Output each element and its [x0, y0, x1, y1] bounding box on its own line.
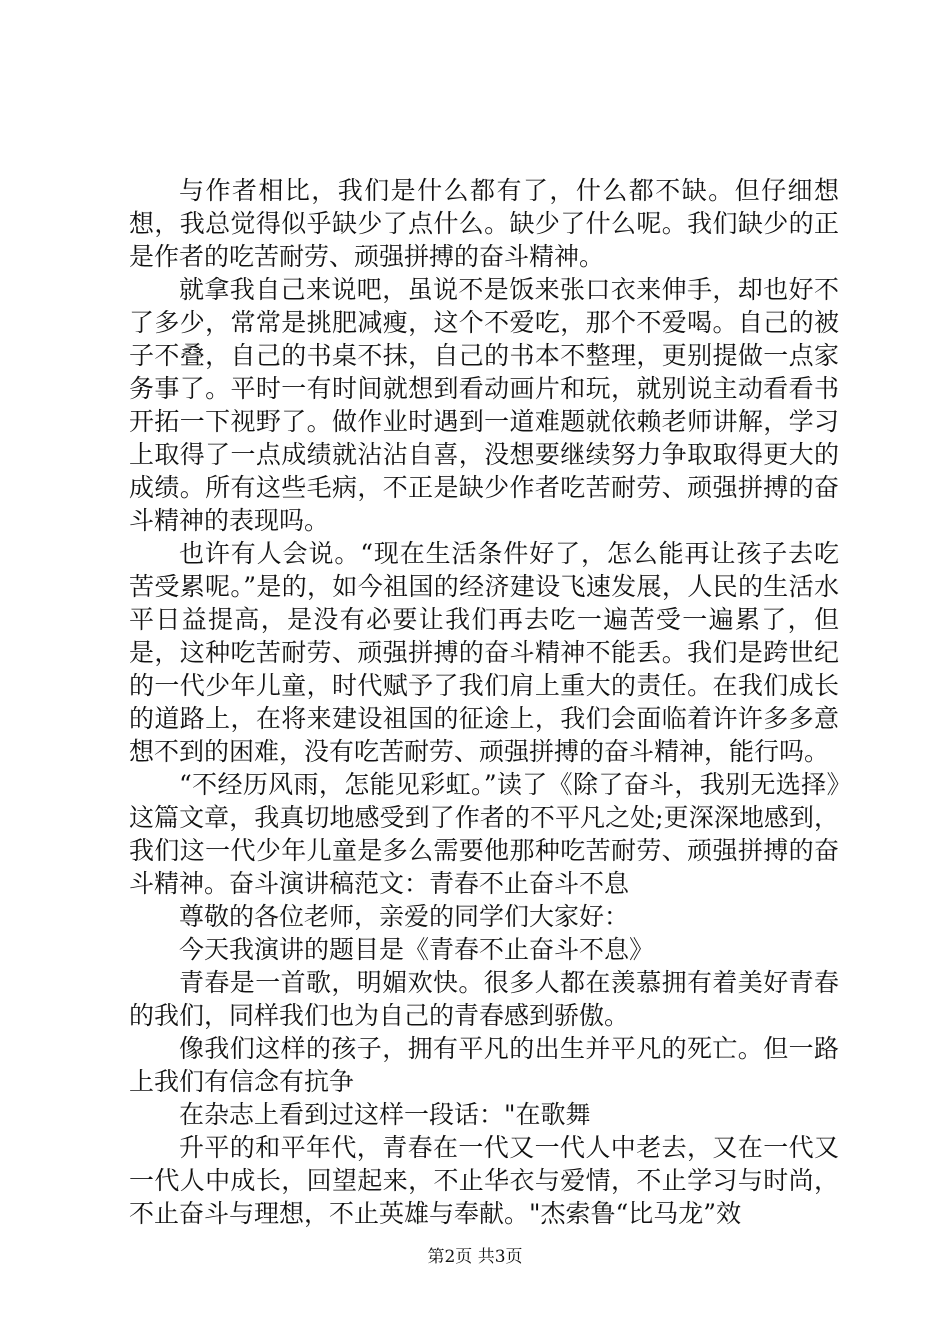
paragraph-7: 青春是一首歌，明媚欢快。很多人都在羡慕拥有着美好青春的我们，同样我们也为自己的青春感到骄傲。: [129, 968, 839, 1030]
paragraph-8: 像我们这样的孩子，拥有平凡的出生并平凡的死亡。但一路上我们有信念有抗争: [129, 1034, 839, 1096]
paragraph-10: 升平的和平年代，青春在一代又一代人中老去，又在一代又一代人中成长，回望起来，不止华衣与爱情，不止学习与时尚，不止奋斗与理想，不止英雄与奉献。"杰索鲁“比马龙”效: [129, 1133, 839, 1228]
paragraph-5: 尊敬的各位老师，亲爱的同学们大家好：: [179, 902, 630, 931]
paragraph-6: 今天我演讲的题目是《青春不止奋斗不息》: [179, 935, 655, 964]
paragraph-4: “不经历风雨，怎能见彩虹。”读了《除了奋斗，我别无选择》这篇文章，我真切地感受到了作者的不平凡之处;更深深地感到，我们这一代少年儿童是多么需要他那种吃苦耐劳、顽强拼搏的奋斗精神。奋斗演讲稿范文：青春不止奋斗不息: [129, 770, 839, 898]
paragraph-2: 就拿我自己来说吧，虽说不是饭来张口衣来伸手，却也好不了多少，常常是挑肥减瘦，这个不爱吃，那个不爱喝。自己的被子不叠，自己的书桌不抹，自己的书本不整理，更别提做一点家务事了。平时一有时间就想到看动画片和玩，就别说主动看看书开拓一下视野了。做作业时遇到一道难题就依赖老师讲解，学习上取得了一点成绩就沾沾自喜，没想要继续努力争取取得更大的成绩。所有这些毛病，不正是缺少作者吃苦耐劳、顽强拼搏的奋斗精神的表现吗。: [129, 275, 839, 535]
page-number-label: 第2页 共3页: [427, 1247, 523, 1267]
page-footer: [0, 1242, 950, 1267]
paragraph-9: 在杂志上看到过这样一段话："在歌舞: [179, 1100, 591, 1129]
paragraph-1: 与作者相比，我们是什么都有了，什么都不缺。但仔细想想，我总觉得似乎缺少了点什么。缺少了什么呢。我们缺少的正是作者的吃苦耐劳、顽强拼搏的奋斗精神。: [129, 176, 839, 271]
document-body: [129, 174, 839, 1230]
paragraph-3: 也许有人会说。“现在生活条件好了，怎么能再让孩子去吃苦受累呢。”是的，如今祖国的经济建设飞速发展，人民的生活水平日益提高，是没有必要让我们再去吃一遍苦受一遍累了，但是，这种吃苦耐劳、顽强拼搏的奋斗精神不能丢。我们是跨世纪的一代少年儿童，时代赋予了我们肩上重大的责任。在我们成长的道路上，在将来建设祖国的征途上，我们会面临着许许多多意想不到的困难，没有吃苦耐劳、顽强拼搏的奋斗精神，能行吗。: [129, 539, 839, 766]
